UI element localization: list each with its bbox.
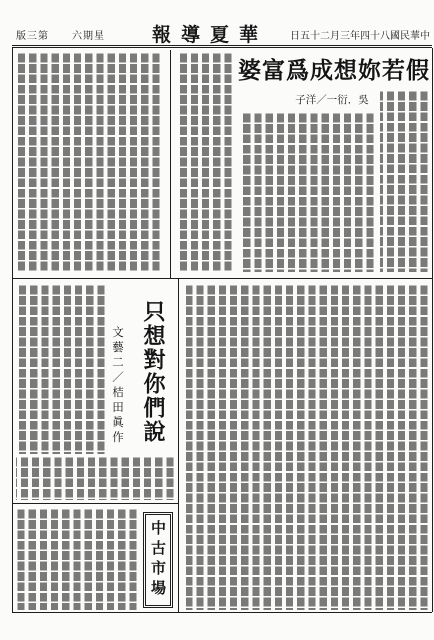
main-article-byline: 吳．衍一／洋子	[295, 94, 369, 106]
side-article-headline: 只想對你們說	[140, 300, 166, 444]
classifieds-title: 中古市場	[149, 520, 167, 600]
frame-left	[12, 48, 13, 612]
main-article-body-text	[240, 112, 376, 272]
side-article-body-text	[16, 284, 107, 454]
main-article-body-text	[380, 90, 430, 272]
masthead-title: 華夏導報	[151, 24, 268, 46]
side-article-byline: 文藝二／桔田眞作	[111, 326, 125, 446]
page-number-label: 第三版	[16, 31, 49, 42]
frame-bottom	[12, 612, 432, 613]
frame-right	[432, 48, 433, 612]
classifieds-title-box	[143, 512, 173, 608]
issue-date: 中華民國八十四年三月二十五日	[290, 31, 430, 42]
header-divider	[12, 45, 432, 48]
classifieds-divider	[12, 503, 178, 504]
main-article-body-text	[180, 52, 234, 272]
classified-ads-text	[16, 508, 139, 610]
section-divider	[12, 278, 432, 279]
column-divider-top	[170, 50, 171, 278]
side-article-body-text	[16, 456, 176, 500]
left-article-body-text	[16, 52, 162, 272]
main-article-continued-text	[186, 284, 430, 610]
weekday-label: 星期六	[72, 31, 105, 42]
column-divider-bottom	[178, 278, 179, 612]
main-article-headline: 假若妳想成爲富婆	[238, 57, 430, 84]
